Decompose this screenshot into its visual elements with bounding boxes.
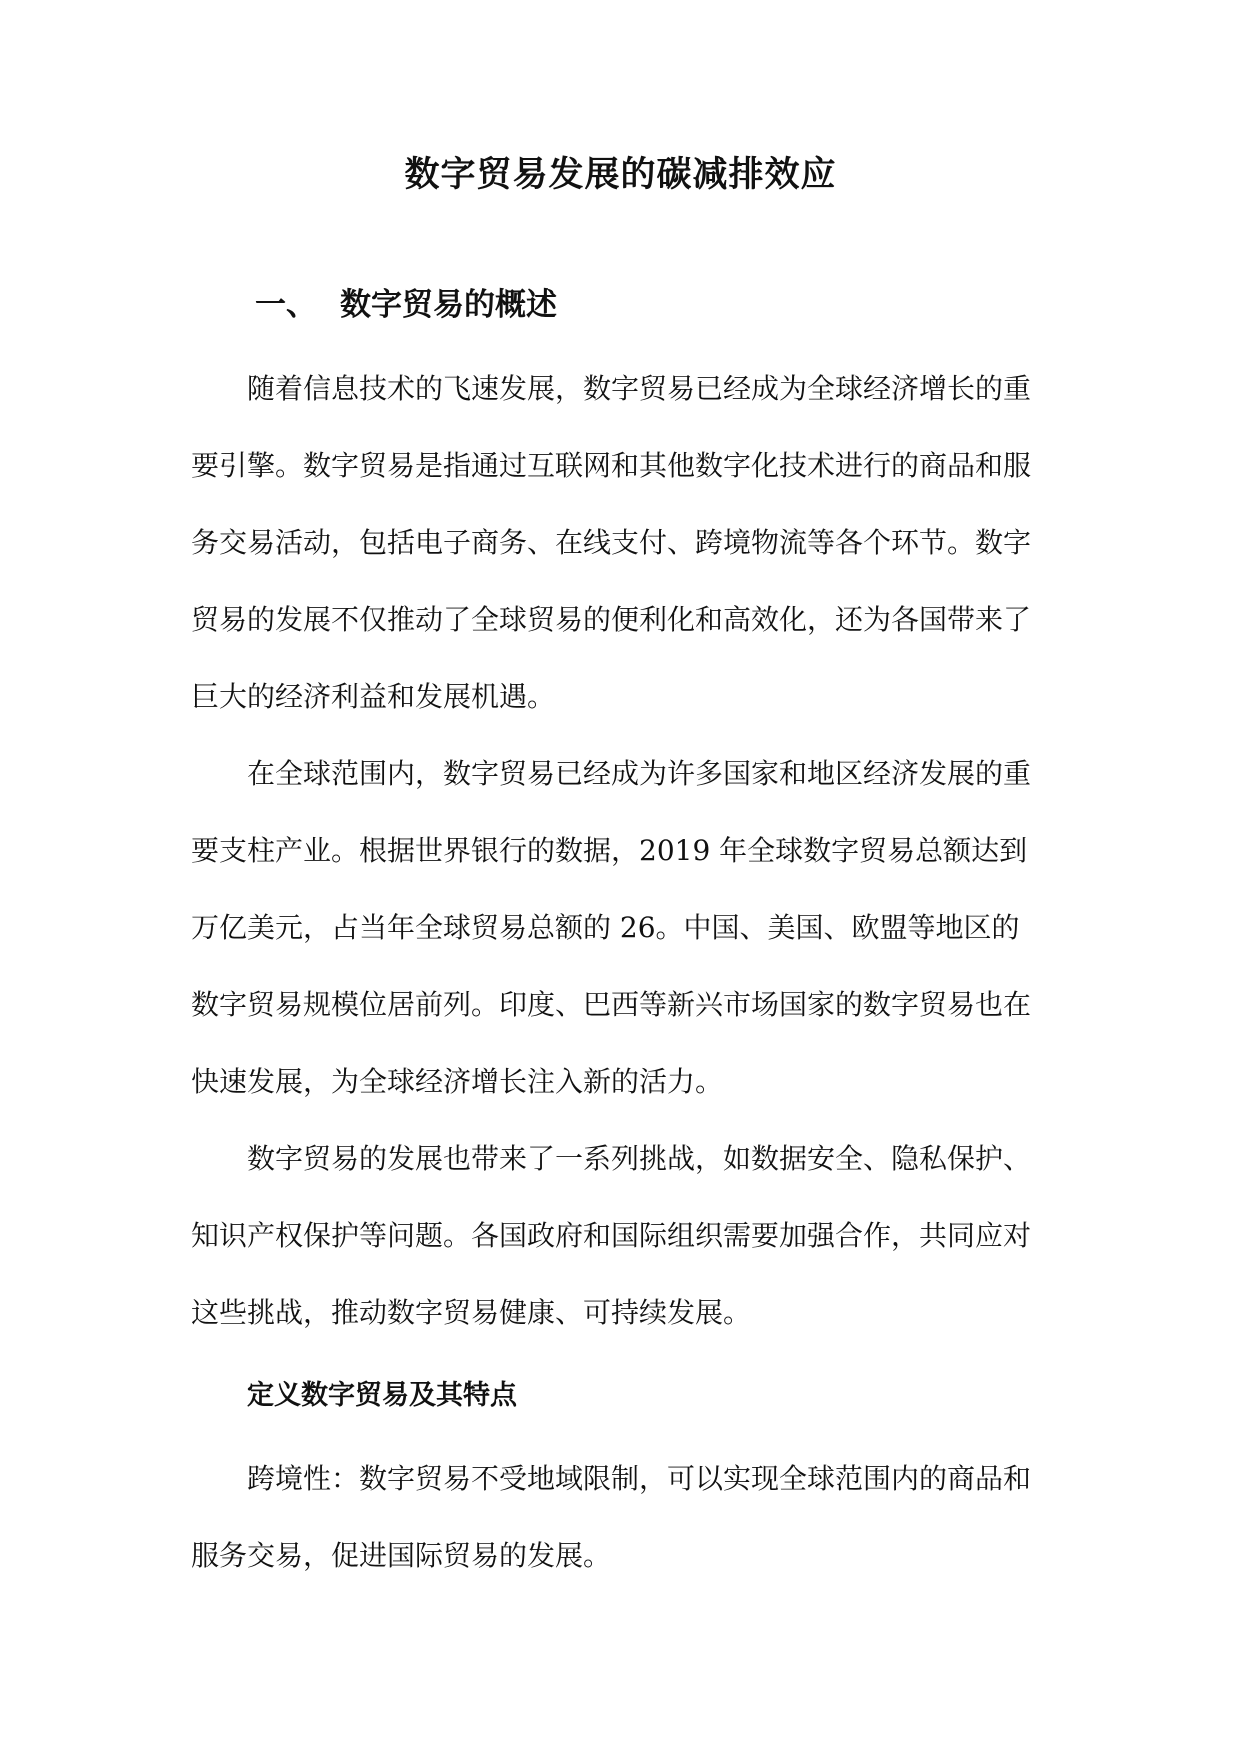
paragraph-line: 服务交易，促进国际贸易的发展。: [191, 1539, 612, 1572]
paragraph-line: 快速发展，为全球经济增长注入新的活力。: [191, 1065, 724, 1098]
paragraph-line: 这些挑战，推动数字贸易健康、可持续发展。: [191, 1296, 752, 1329]
paragraph-line: 务交易活动，包括电子商务、在线支付、跨境物流等各个环节。数字: [191, 526, 1032, 559]
paragraph-line: 要引擎。数字贸易是指通过互联网和其他数字化技术进行的商品和服: [191, 449, 1032, 482]
paragraph-line: 跨境性：数字贸易不受地域限制，可以实现全球范围内的商品和: [247, 1462, 1032, 1495]
paragraph-line: 在全球范围内，数字贸易已经成为许多国家和地区经济发展的重: [247, 757, 1032, 790]
paragraph-1: [191, 350, 1059, 735]
paragraph-line: 万亿美元，占当年全球贸易总额的 26。中国、美国、欧盟等地区的: [191, 911, 1020, 944]
subsection-heading: 定义数字贸易及其特点: [247, 1380, 517, 1411]
section-title: 数字贸易的概述: [340, 287, 557, 323]
paragraph-2: [191, 735, 1059, 1120]
paragraph-line: 数字贸易的发展也带来了一系列挑战，如数据安全、隐私保护、: [247, 1142, 1032, 1175]
document-title: 数字贸易发展的碳减排效应: [404, 155, 837, 195]
paragraph-line: 巨大的经济利益和发展机遇。: [191, 680, 556, 713]
paragraph-line: 贸易的发展不仅推动了全球贸易的便利化和高效化，还为各国带来了: [191, 603, 1032, 636]
paragraph-4: [191, 1440, 1059, 1594]
paragraph-line: 知识产权保护等问题。各国政府和国际组织需要加强合作，共同应对: [191, 1219, 1032, 1252]
paragraph-line: 数字贸易规模位居前列。印度、巴西等新兴市场国家的数字贸易也在: [191, 988, 1032, 1021]
paragraph-line: 随着信息技术的飞速发展，数字贸易已经成为全球经济增长的重: [247, 372, 1032, 405]
paragraph-line: 要支柱产业。根据世界银行的数据，2019 年全球数字贸易总额达到: [191, 834, 1028, 867]
section-heading: [255, 283, 557, 327]
paragraph-3: [191, 1120, 1059, 1351]
section-number: 一、: [255, 287, 317, 323]
